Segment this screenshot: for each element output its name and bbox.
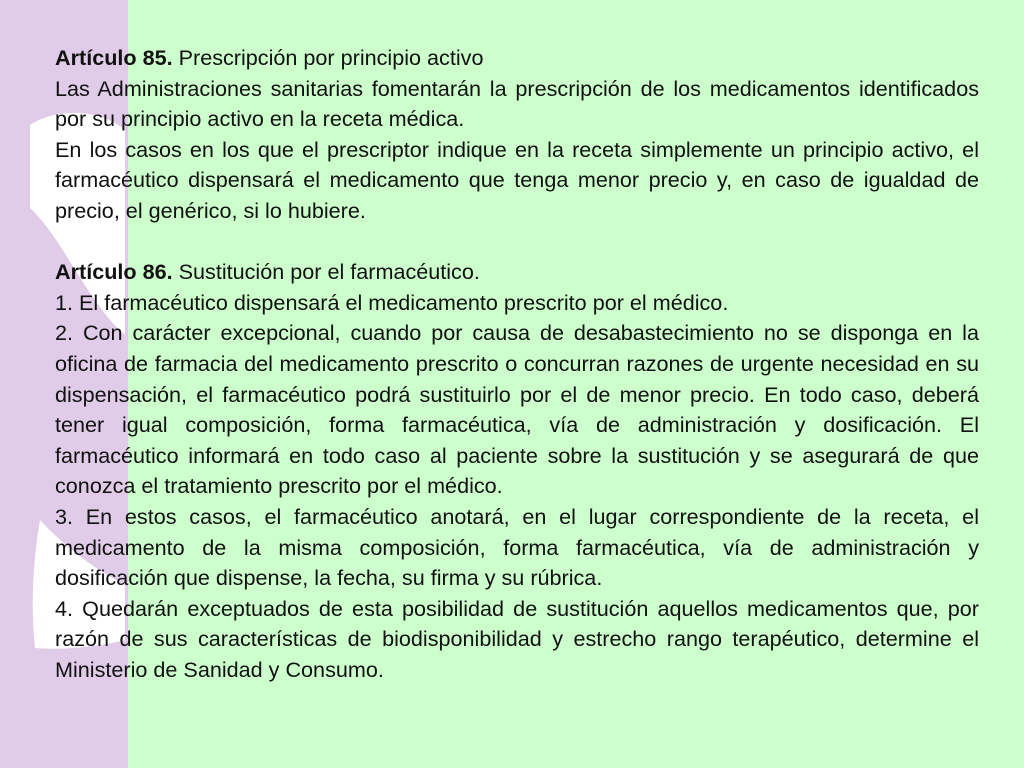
article-86-title: Sustitución por el farmacéutico.	[178, 259, 480, 285]
article-86-paragraph-4: 4. Quedarán exceptuados de esta posibilidad de sustitución aquellos medicamentos que, por razón de sus características de biodisponibilidad y estrecho rango terapéutico, determine el Ministerio de Sanidad y Consumo.	[55, 595, 979, 682]
article-85-heading	[55, 43, 979, 74]
article-86-paragraph-1: 1. El farmacéutico dispensará el medicamento prescrito por el médico.	[55, 289, 729, 315]
section-gap	[55, 227, 979, 258]
document-body	[55, 43, 979, 685]
article-86-heading	[55, 257, 979, 288]
article-85-number: Artículo 85.	[55, 45, 173, 70]
article-85-paragraph-1: Las Administraciones sanitarias fomentarán la prescripción de los medicamentos identificados por su principio activo en la receta médica.	[55, 75, 979, 132]
article-85-paragraph-2: En los casos en los que el prescriptor indique en la receta simplemente un principio activo, el farmacéutico dispensará el medicamento que tenga menor precio y, en caso de igualdad de precio, el genérico, si lo hubiere.	[55, 136, 979, 223]
article-86-number: Artículo 86.	[55, 259, 173, 285]
article-86-paragraph-2: 2. Con carácter excepcional, cuando por causa de desabastecimiento no se disponga en la oficina de farmacia del medicamento prescrito o concurran razones de urgente necesidad en su dispensación, el farmacéutico podrá sustituirlo por el de menor precio. En todo caso, deberá tener igual composición, forma farmacéutica, vía de administración y dosificación. El farmacéutico informará en todo caso al paciente sobre la sustitución y se asegurará de que conozca el tratamiento prescrito por el médico.	[55, 320, 979, 499]
article-86-paragraph-3: 3. En estos casos, el farmacéutico anotará, en el lugar correspondiente de la receta, el medicamento de la misma composición, forma farmacéutica, vía de administración y dosificación que dispense, la fecha, su firma y su rúbrica.	[55, 503, 979, 591]
article-85-title: Prescripción por principio activo	[178, 45, 484, 70]
